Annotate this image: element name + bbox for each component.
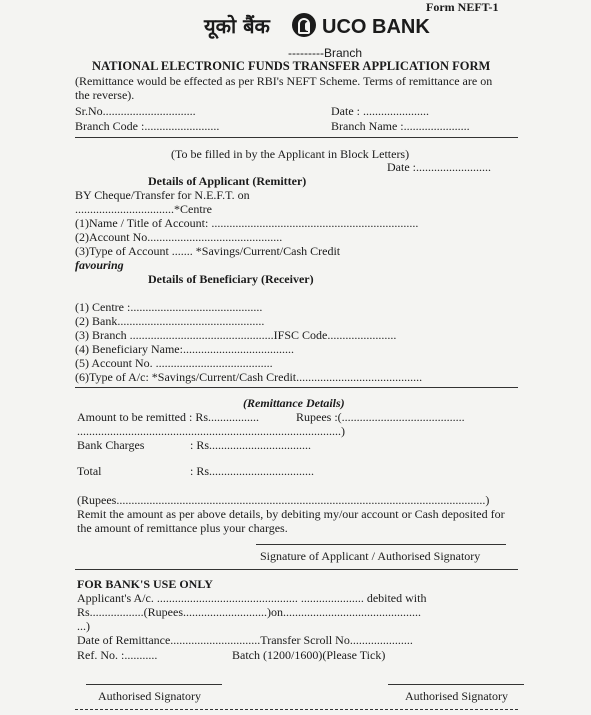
total-field[interactable]: : Rs................................... — [190, 464, 315, 478]
account-type-field[interactable]: (3)Type of Account ....... *Savings/Current/Cash Credit — [75, 244, 341, 258]
bank-charges-label: Bank Charges — [77, 438, 145, 452]
remittance-note-1: (Remittance would be effected as per RBI's NEFT Scheme. Terms of remittance are on — [75, 74, 493, 88]
branch-code-field[interactable]: Branch Code :......................... — [75, 119, 220, 133]
favouring-label: favouring — [75, 258, 124, 272]
form-title: NATIONAL ELECTRONIC FUNDS TRANSFER APPLICATION FORM — [92, 59, 491, 73]
bank-charges-field[interactable]: : Rs.................................. — [190, 438, 312, 452]
account-number-field[interactable]: (2)Account No............................................. — [75, 230, 283, 244]
remittance-heading: (Remittance Details) — [243, 396, 345, 410]
date-field[interactable]: Date : ...................... — [331, 104, 429, 118]
form-number: Form NEFT-1 — [426, 0, 499, 14]
account-name-field[interactable]: (1)Name / Title of Account: ..................................................................... — [75, 216, 419, 230]
beneficiary-account-field[interactable]: (5) Account No. ....................................... — [75, 356, 273, 370]
beneficiary-bank-field[interactable]: (2) Bank................................................. — [75, 314, 265, 328]
bank-use-heading: FOR BANK'S USE ONLY — [77, 577, 213, 591]
divider — [75, 569, 518, 570]
divider — [75, 137, 518, 138]
reference-number-field[interactable]: Ref. No. :........... — [77, 648, 158, 662]
beneficiary-heading: Details of Beneficiary (Receiver) — [148, 272, 314, 286]
cut-line — [75, 709, 518, 710]
signature-line — [388, 684, 524, 685]
branch-line: ---------Branch — [288, 46, 362, 60]
serial-number-field[interactable]: Sr.No............................... — [75, 104, 196, 118]
remittance-note-2: the reverse). — [75, 88, 135, 102]
remit-instruction-1: Remit the amount as per above details, by debiting my/our account or Cash deposited for — [77, 507, 505, 521]
cheque-transfer-line: BY Cheque/Transfer for N.E.F.T. on — [75, 188, 250, 202]
applicant-date-field[interactable]: Date :......................... — [387, 160, 491, 174]
beneficiary-name-field[interactable]: (4) Beneficiary Name:..................................... — [75, 342, 294, 356]
authorised-signatory-left: Authorised Signatory — [98, 689, 201, 703]
date-remittance-field[interactable]: Date of Remittance..............................Transfer Scroll No..................... — [77, 633, 413, 647]
signature-line — [256, 544, 506, 545]
total-label: Total — [77, 464, 102, 478]
applicant-signature-label: Signature of Applicant / Authorised Signatory — [260, 549, 481, 563]
signature-line — [86, 684, 222, 685]
branch-name-field[interactable]: Branch Name :...................... — [331, 119, 470, 133]
rs-rupees-field[interactable]: Rs..................(Rupees............................)on.............................................. — [77, 605, 421, 619]
applicant-heading: Details of Applicant (Remitter) — [148, 174, 307, 188]
bank-name: UCO BANK — [322, 16, 430, 38]
amount-field[interactable]: Amount to be remitted : Rs................. — [77, 410, 259, 424]
beneficiary-centre-field[interactable]: (1) Centre :............................................ — [75, 300, 263, 314]
batch-option[interactable]: Batch (1200/1600)(Please Tick) — [232, 648, 386, 662]
beneficiary-account-type-field[interactable]: (6)Type of A/c: *Savings/Current/Cash Credit.......................................... — [75, 370, 423, 384]
remitter-centre-field[interactable]: .................................*Centre — [75, 202, 212, 216]
beneficiary-branch-ifsc-field[interactable]: (3) Branch ................................................IFSC Code....................... — [75, 328, 397, 342]
total-words-field[interactable]: (Rupees...........................................................................................................................) — [77, 493, 490, 507]
remit-instruction-2: the amount of remittance plus your charges. — [77, 521, 288, 535]
amount-words-continued[interactable]: ........................................................................................) — [77, 424, 345, 438]
amount-words-field[interactable]: Rupees :(......................................... — [296, 410, 465, 424]
bank-name-hindi: यूको बैंक — [204, 14, 270, 38]
divider — [75, 387, 518, 388]
authorised-signatory-right: Authorised Signatory — [405, 689, 508, 703]
rupees-close: ...) — [77, 619, 90, 633]
applicant-ac-field[interactable]: Applicant's A/c. ............................................... ..................... debited with — [77, 591, 427, 605]
uco-logo-icon — [292, 13, 316, 37]
block-letters-instruction: (To be filled in by the Applicant in Block Letters) — [171, 147, 410, 161]
